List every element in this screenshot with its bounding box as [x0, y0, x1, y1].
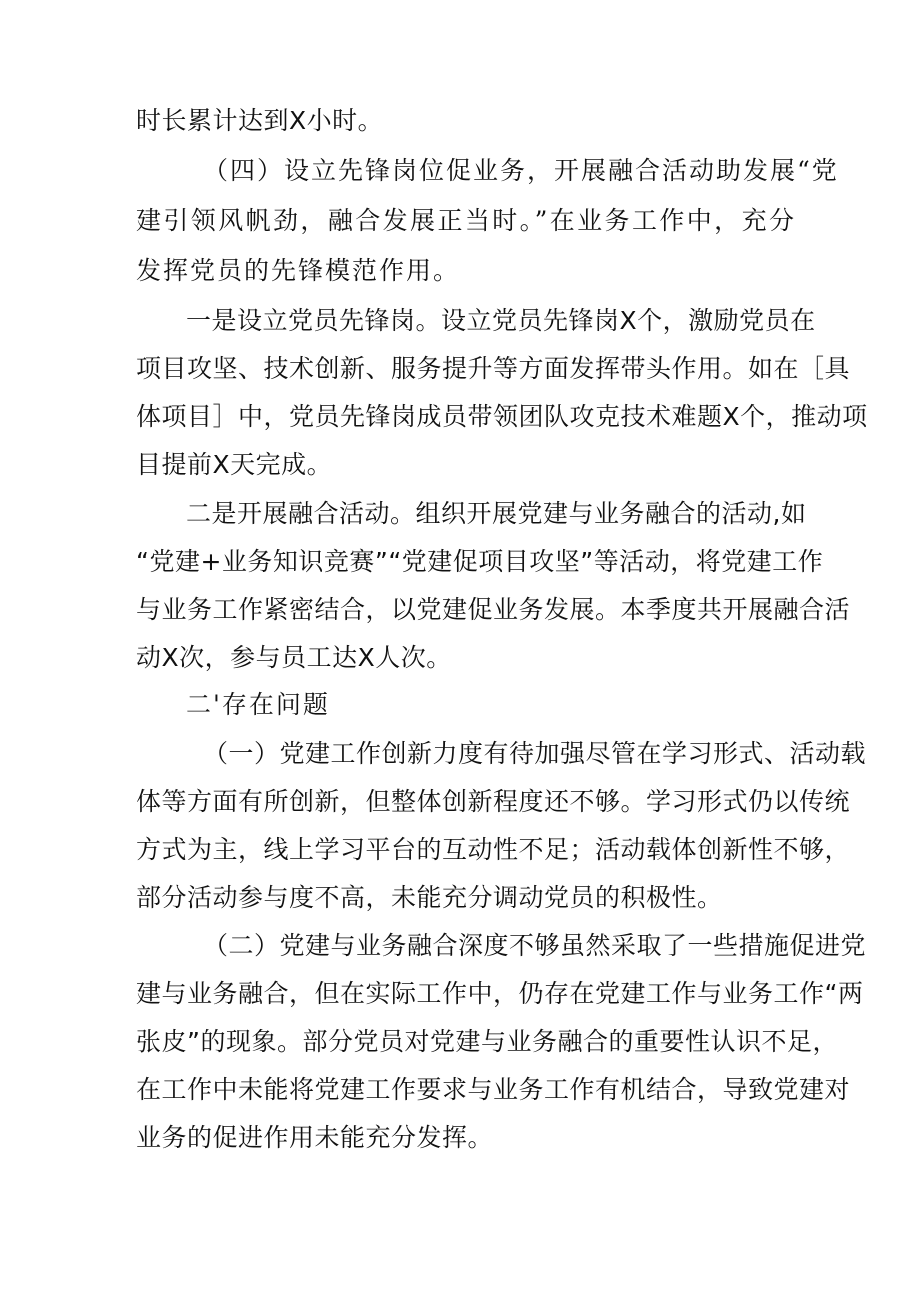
paragraph-line: 在工作中未能将党建工作要求与业务工作有机结合，导致党建对	[136, 1075, 851, 1104]
paragraph-line: 时长累计达到X小时。	[136, 106, 384, 135]
paragraph-line: 建与业务融合，但在实际工作中，仍存在党建工作与业务工作“两	[136, 979, 864, 1008]
paragraph-line: 体等方面有所创新，但整体创新程度还不够。学习形式仍以传统	[136, 787, 851, 816]
paragraph-line: 业务的促进作用未能充分发挥。	[136, 1123, 494, 1152]
paragraph-line: 二是开展融合活动。组织开展党建与业务融合的活动,如	[186, 499, 807, 528]
paragraph-line: “党建+业务知识竞赛”“党建促项目攻坚”等活动，将党建工作	[136, 547, 824, 576]
paragraph-line: 发挥党员的先锋模范作用。	[136, 256, 461, 285]
paragraph-line: （二）党建与业务融合深度不够虽然采取了一些措施促进党	[203, 931, 867, 960]
paragraph-line: 与业务工作紧密结合，以党建促业务发展。本季度共开展融合活	[136, 595, 851, 624]
paragraph-line: 方式为主，线上学习平台的互动性不足；活动载体创新性不够，	[136, 835, 851, 864]
paragraph-line: 张皮”的现象。部分党员对党建与业务融合的重要性认识不足，	[136, 1027, 838, 1056]
paragraph-line: 建引领风帆劲，融合发展正当时。”在业务工作中，充分	[136, 206, 796, 235]
paragraph-line: （一）党建工作创新力度有待加强尽管在学习形式、活动载	[203, 739, 867, 768]
section-heading: 二'存在问题	[186, 690, 330, 719]
paragraph-line: 项目攻坚、技术创新、服务提升等方面发挥带头作用。如在［具	[136, 354, 851, 383]
section-heading-line: （四）设立先锋岗位促业务，开展融合活动助发展“党	[203, 156, 839, 185]
paragraph-line: 部分活动参与度不高，未能充分调动党员的积极性。	[136, 883, 723, 912]
paragraph-line: 体项目］中，党员先锋岗成员带领团队攻克技术难题X个，推动项	[136, 402, 868, 431]
paragraph-line: 目提前X天完成。	[136, 450, 333, 479]
paragraph-line: 动X次，参与员工达X人次。	[136, 643, 452, 672]
paragraph-line: 一是设立党员先锋岗。设立党员先锋岗X个，激励党员在	[186, 306, 816, 335]
